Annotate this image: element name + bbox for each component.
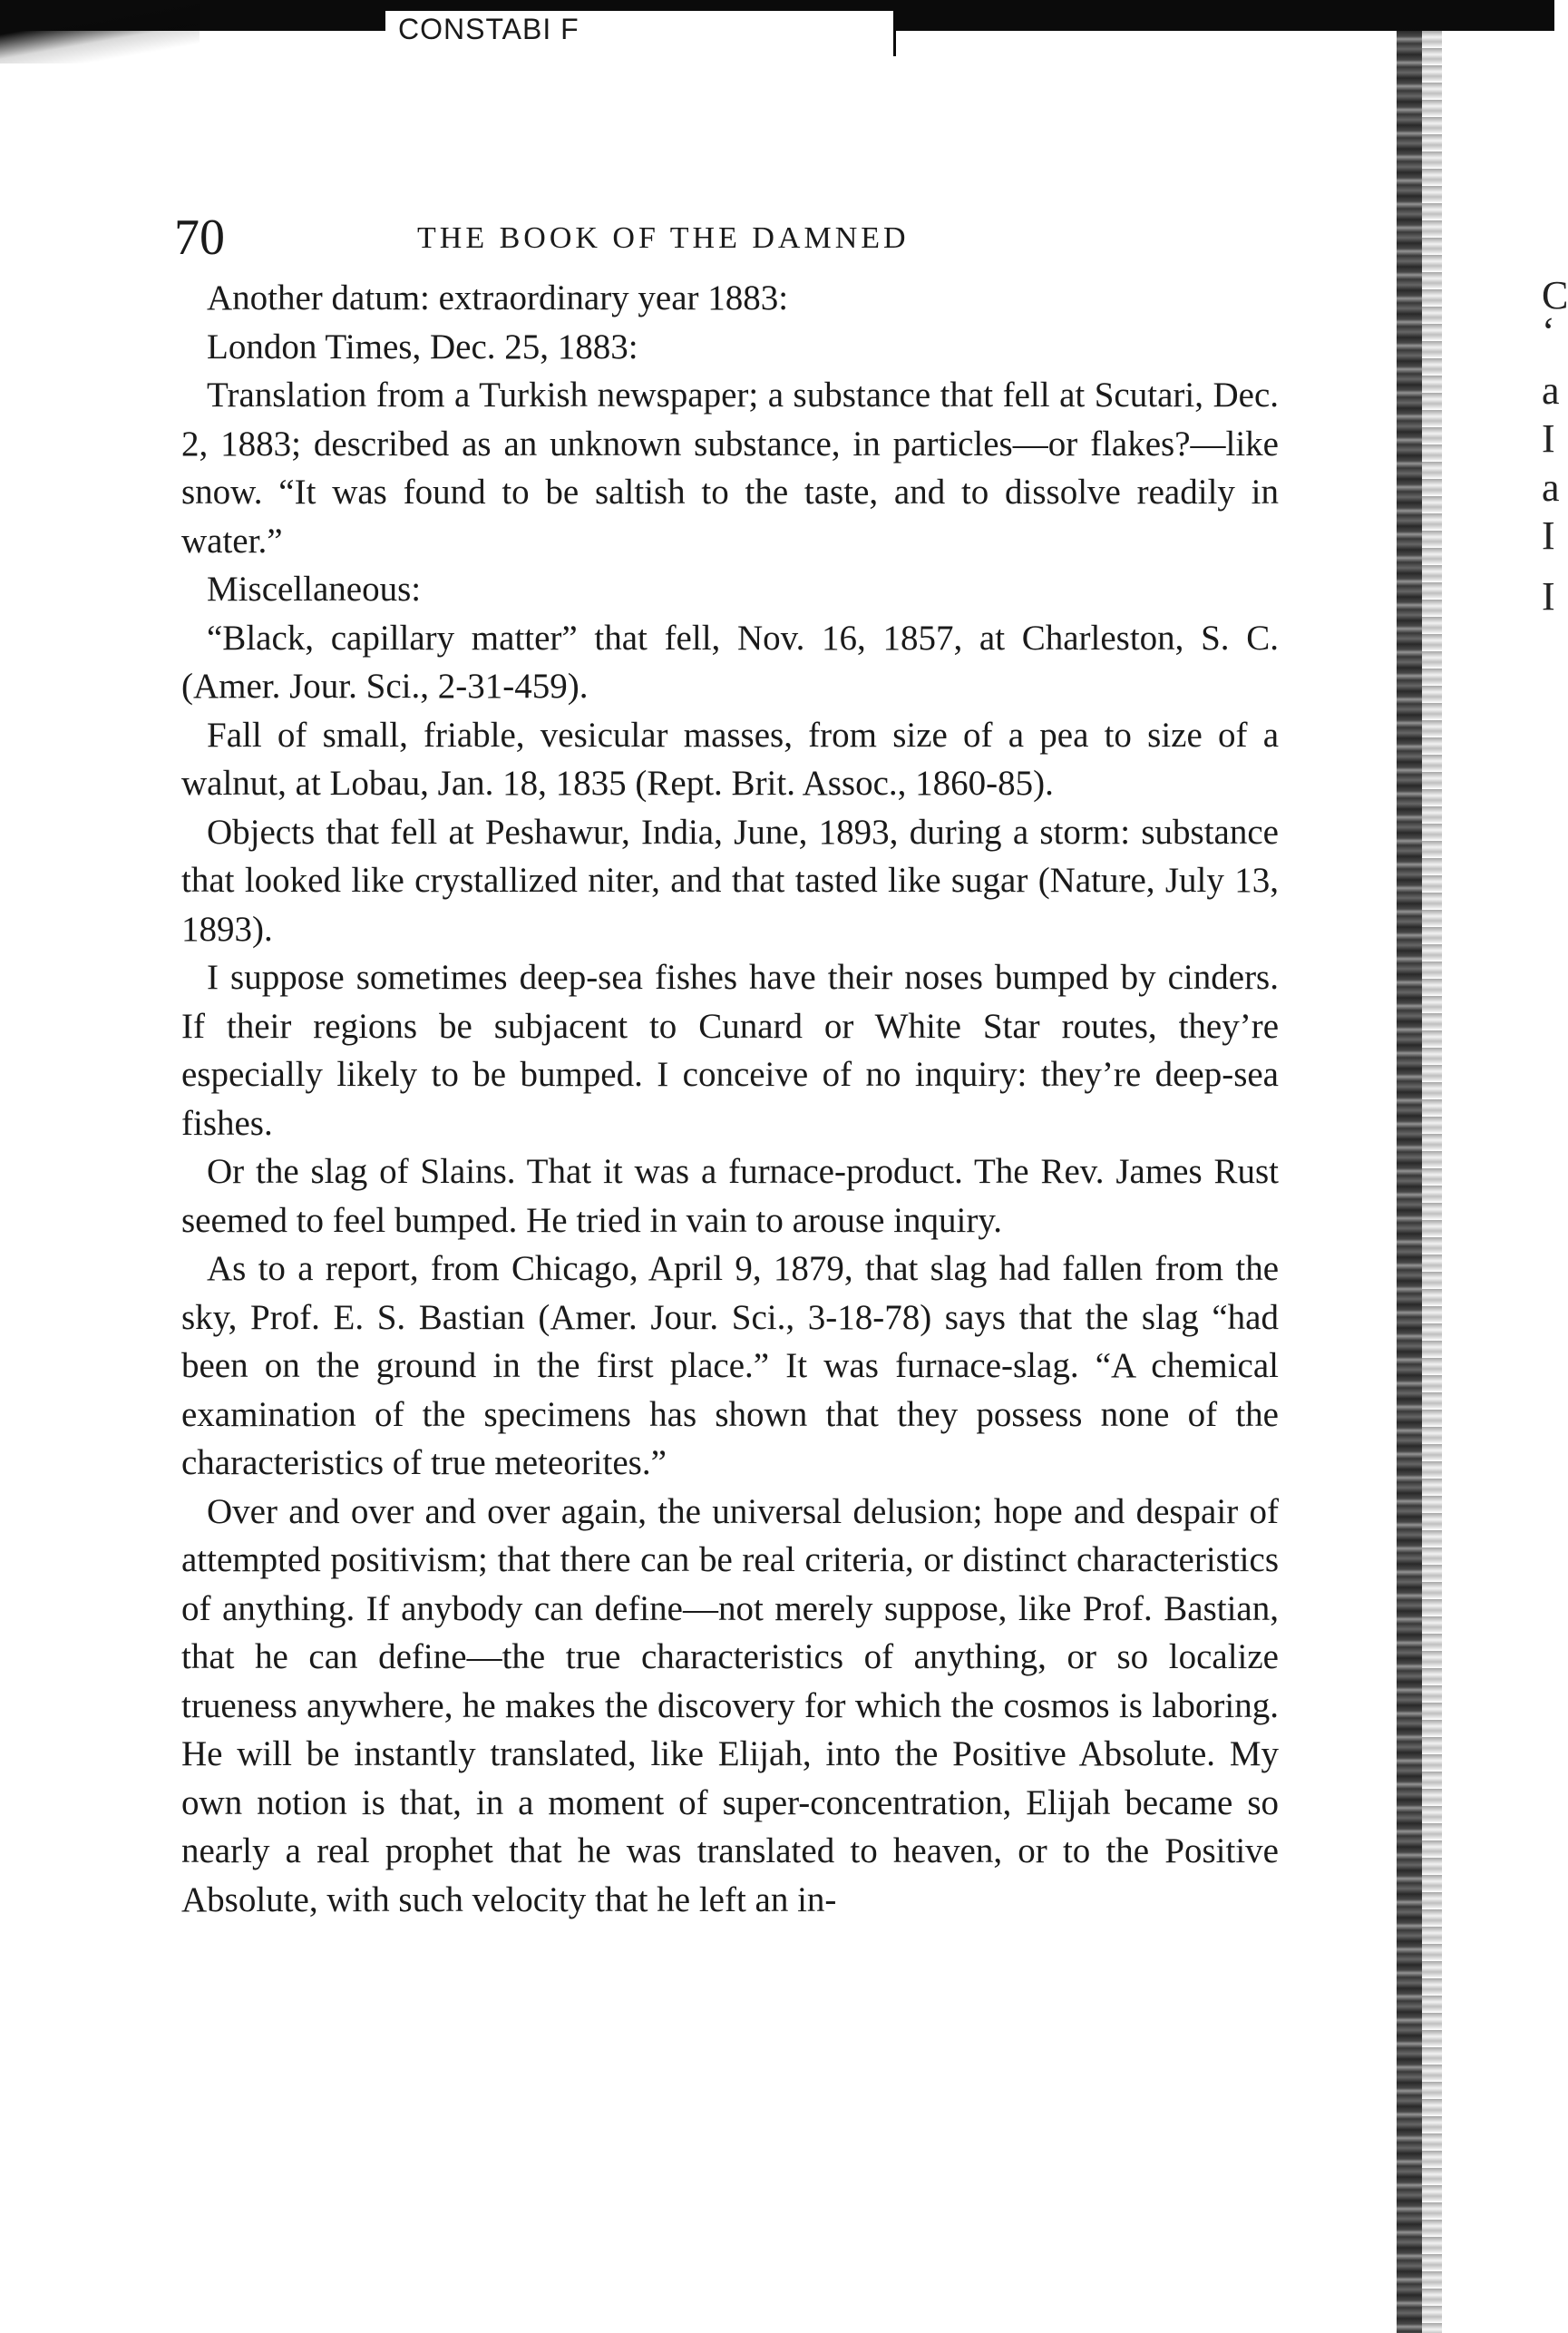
page-gutter-fade	[1422, 31, 1442, 2333]
next-page-glyph: I	[1542, 574, 1555, 619]
paragraph: Fall of small, friable, vesicular masses, from size of a pea to size of a walnut, at Lobau, Jan. 18, 1835 (Rept. Brit. Assoc., 1860-85).	[181, 715, 1279, 803]
paragraph: London Times, Dec. 25, 1883:	[207, 327, 638, 366]
page-header	[174, 209, 1281, 272]
paragraph: Translation from a Turkish newspaper; a substance that fell at Scutari, Dec. 2, 1883; described as an unknown substance, in particles—or flakes?—like snow. “It was found to be saltish to the taste, and to dissolve readily in water.”	[181, 376, 1279, 561]
body-text	[181, 274, 1279, 1924]
next-page-glyph: a	[1542, 368, 1560, 413]
paragraph: Miscellaneous:	[207, 570, 422, 609]
next-page-glyph: I	[1542, 416, 1555, 461]
page-gutter-shadow	[1397, 31, 1422, 2333]
paragraph: As to a report, from Chicago, April 9, 1879, that slag had fallen from the sky, Prof. E. S. Bastian (Amer. Jour. Sci., 3-18-78) says that the slag “had been on the ground in the first place.” It was furnace-slag. “A chemical examination of the specimens has shown that they possess none of the characteristics of true meteorites.”	[181, 1249, 1279, 1482]
library-stamp	[385, 11, 896, 56]
next-page-glyph: a	[1542, 465, 1560, 510]
next-page-glyph: C	[1542, 273, 1568, 317]
stamp-text: CONSTABI F	[398, 13, 579, 45]
page-number: 70	[174, 210, 225, 266]
next-page-glyph: ‘	[1542, 309, 1555, 354]
paragraph: Another datum: extraordinary year 1883:	[207, 278, 789, 317]
paragraph: Over and over and over again, the universal delusion; hope and despair of attempted positivism; that there can be real criteria, or distinct characteristics of anything. If anybody can define—not merely suppose, like Prof. Bastian, that he can define—the true characteristics of anything, or so localize trueness anywhere, he makes the discovery for which the cosmos is laboring. He will be instantly translated, like Elijah, into the Positive Absolute. My own notion is that, in a moment of super-concentration, Elijah became so nearly a real prophet that he was translated to heaven, or to the Positive Absolute, with such velocity that he left an in-	[181, 1491, 1279, 1919]
running-title: THE BOOK OF THE DAMNED	[417, 221, 910, 255]
paragraph: I suppose sometimes deep-sea fishes have their noses bumped by cinders. If their regions be subjacent to Cunard or White Star routes, they’re especially likely to be bumped. I conceive of no inquiry: they’re deep-sea fishes.	[181, 958, 1279, 1143]
scan-corner-shadow	[0, 0, 200, 63]
paragraph: “Black, capillary matter” that fell, Nov. 16, 1857, at Charleston, S. C. (Amer. Jour. Sci., 2-31-459).	[181, 618, 1279, 706]
paragraph: Objects that fell at Peshawur, India, June, 1893, during a storm: substance that looked like crystallized niter, and that tasted like sugar (Nature, July 13, 1893).	[181, 812, 1279, 949]
next-page-glyph: I	[1542, 513, 1555, 558]
paragraph: Or the slag of Slains. That it was a furnace-product. The Rev. James Rust seemed to feel bumped. He tried in vain to arouse inquiry.	[181, 1152, 1279, 1240]
